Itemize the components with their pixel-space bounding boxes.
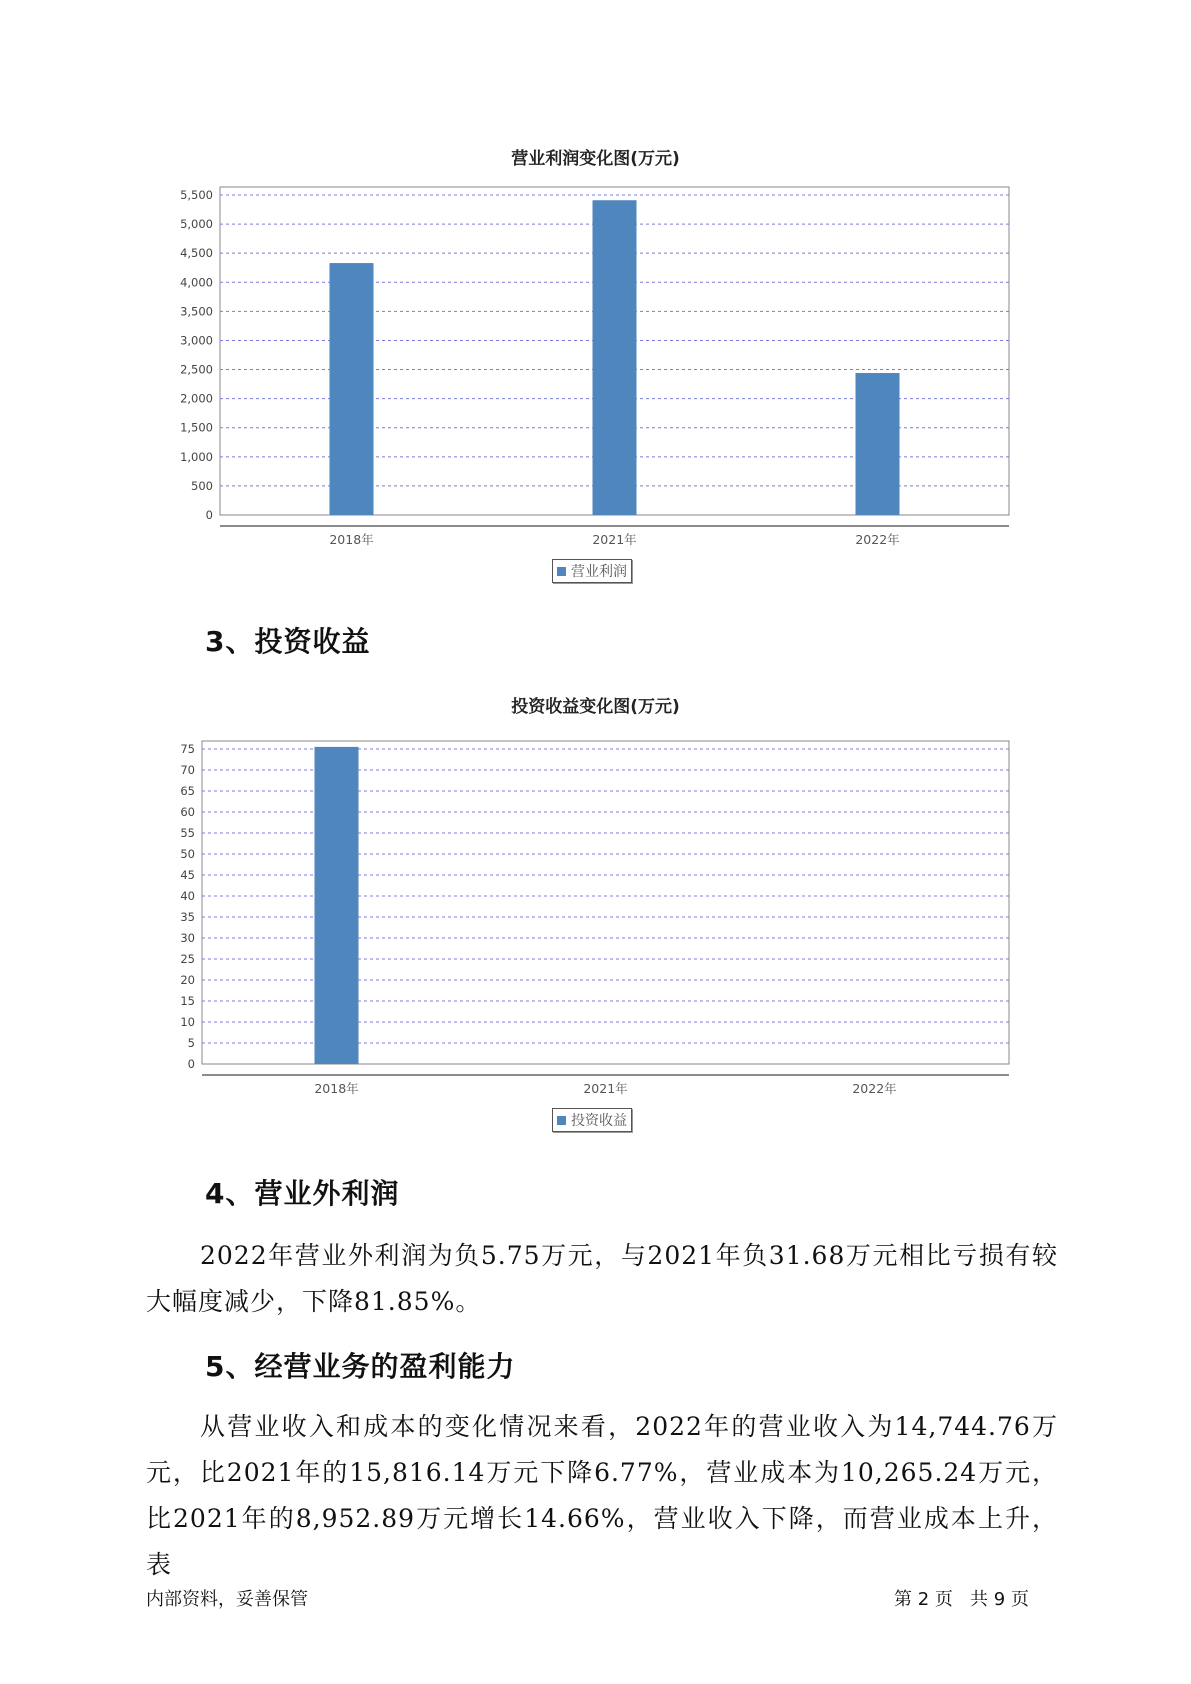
heading-profitability: 5、经营业务的盈利能力	[205, 1350, 516, 1383]
x-tick-label: 2018年	[314, 1081, 359, 1096]
y-tick-label: 4,000	[180, 275, 213, 290]
chart2-legend	[552, 1108, 632, 1132]
profitability-paragraph: 从营业收入和成本的变化情况来看，2022年的营业收入为14,744.76万元，比2021年的15,816.14万元下降6.77%，营业成本为10,265.24万元，比2021年的8,952.89万元增长14.66%，营业收入下降，而营业成本上升，表	[146, 1412, 1058, 1579]
footer-page-number: 第 2 页 共 9 页	[894, 1589, 1029, 1610]
chart1-legend-label: 营业利润	[571, 564, 627, 580]
x-tick-label: 2021年	[592, 532, 637, 547]
bar-2018年	[330, 263, 374, 515]
y-tick-label: 3,000	[180, 333, 213, 348]
investment-income-chart	[0, 715, 1191, 1115]
bar-2022年	[856, 373, 900, 515]
y-tick-label: 2,500	[180, 362, 213, 377]
y-tick-label: 15	[180, 994, 195, 1008]
y-tick-label: 40	[180, 889, 195, 903]
y-tick-label: 5	[187, 1036, 195, 1050]
operating-profit-chart	[0, 165, 1191, 565]
y-tick-label: 20	[180, 973, 195, 987]
non-operating-profit-paragraph: 2022年营业外利润为负5.75万元，与2021年负31.68万元相比亏损有较大幅度减少，下降81.85%。	[146, 1241, 1058, 1316]
y-tick-label: 2,000	[180, 391, 213, 406]
y-tick-label: 1,500	[180, 420, 213, 435]
y-tick-label: 70	[180, 763, 195, 777]
y-tick-label: 4,500	[180, 246, 213, 261]
chart1-legend	[552, 559, 632, 583]
y-tick-label: 75	[180, 742, 195, 756]
legend-swatch	[557, 567, 566, 576]
y-tick-label: 65	[180, 784, 195, 798]
bar-2018年	[315, 747, 359, 1064]
heading-investment-income: 3、投资收益	[205, 625, 371, 658]
x-tick-label: 2021年	[583, 1081, 628, 1096]
y-tick-label: 55	[180, 826, 195, 840]
chart2-title: 投资收益变化图(万元)	[511, 697, 680, 717]
y-tick-label: 35	[180, 910, 195, 924]
y-tick-label: 25	[180, 952, 195, 966]
y-tick-label: 500	[191, 478, 213, 493]
y-tick-label: 0	[187, 1057, 195, 1071]
y-tick-label: 10	[180, 1015, 195, 1029]
y-tick-label: 60	[180, 805, 195, 819]
chart2-legend-label: 投资收益	[571, 1113, 627, 1129]
x-tick-label: 2018年	[329, 532, 374, 547]
y-tick-label: 1,000	[180, 449, 213, 464]
bar-2021年	[593, 200, 637, 515]
x-tick-label: 2022年	[852, 1081, 897, 1096]
legend-swatch	[557, 1116, 566, 1125]
heading-non-operating-profit: 4、营业外利润	[205, 1177, 400, 1210]
y-tick-label: 5,500	[180, 188, 213, 202]
y-tick-label: 50	[180, 847, 195, 861]
y-tick-label: 5,000	[180, 217, 213, 232]
chart1-title: 营业利润变化图(万元)	[511, 149, 680, 169]
footer-confidential: 内部资料，妥善保管	[146, 1589, 308, 1610]
y-tick-label: 45	[180, 868, 195, 882]
y-tick-label: 3,500	[180, 304, 213, 319]
y-tick-label: 0	[205, 508, 213, 522]
x-tick-label: 2022年	[855, 532, 900, 547]
y-tick-label: 30	[180, 931, 195, 945]
